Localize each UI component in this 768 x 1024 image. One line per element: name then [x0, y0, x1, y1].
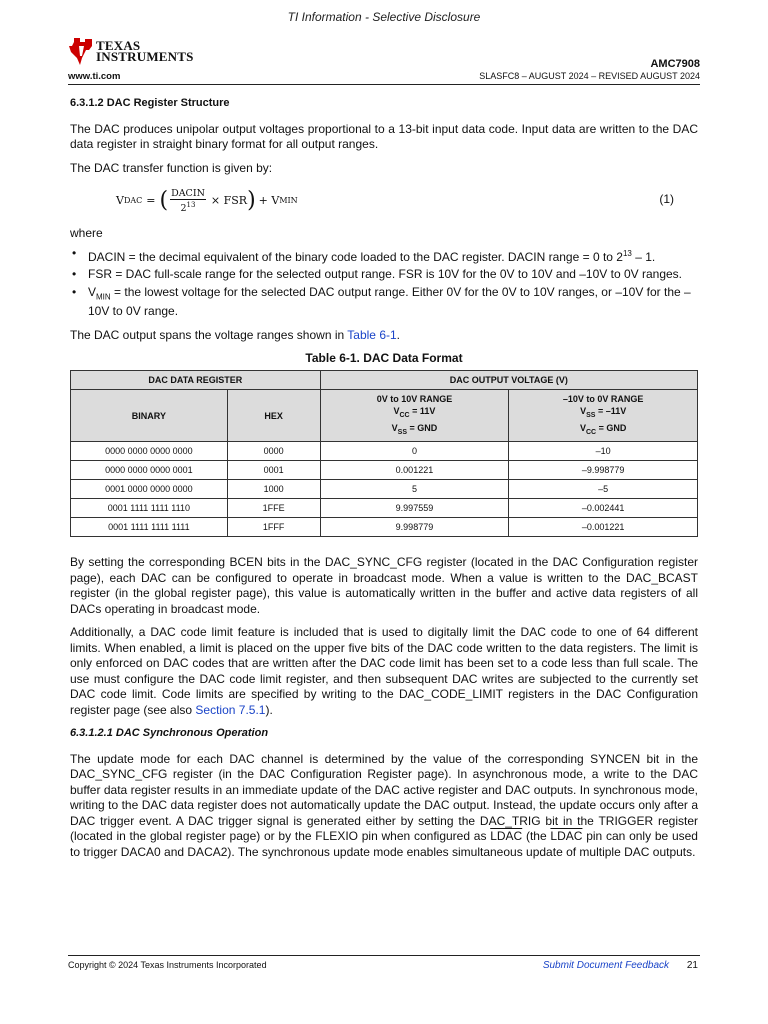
eq-denominator-base: 2 — [180, 203, 187, 215]
ldac-signal-1: LDAC — [490, 829, 523, 844]
group-header-register: DAC DATA REGISTER — [71, 370, 321, 389]
list-item — [88, 246, 698, 266]
eq-numerator: DACIN — [171, 188, 205, 199]
sync-tail: pin can only be used to trigger DACA0 and DACA2). The synchronous update mode enables simultaneous update of multiple DAC outputs. — [70, 829, 698, 859]
list-item — [88, 267, 698, 283]
sync-text: The update mode for each DAC channel is determined by the value of the corresponding SYNCEN bit in the DAC_SYNC_CFG register (in the DAC Configuration Register page). In asynchronous mode, a write to the DAC buffer data register results in an immediate update of the DAC active register and DAC outputs. In synchronous mode, writing to the DAC data register does not automatically update the DAC output. Instead, the update occurs only after a DAC trigger event. A DAC trigger signal is generated either by setting the DAC_TRIG bit in the TRIGGER register (located in the global register page) or by the FLEXIO pin when configured as — [70, 751, 698, 844]
cell-hex: 0001 — [227, 461, 320, 480]
pos-vss-sub: SS — [397, 428, 407, 436]
eq-denominator-exp: 13 — [186, 201, 196, 209]
cell-neg: –9.998779 — [509, 461, 698, 480]
cell-pos: 9.997559 — [320, 499, 509, 518]
pos-vcc-val: = 11V — [409, 405, 436, 416]
spans-text: The DAC output spans the voltage ranges shown in — [70, 327, 348, 342]
cell-neg: –5 — [509, 480, 698, 499]
group-header-voltage: DAC OUTPUT VOLTAGE (V) — [320, 370, 697, 389]
paragraph-sync — [70, 752, 698, 861]
sync-mid: (the — [522, 829, 551, 844]
list-item — [88, 285, 698, 320]
table-row — [71, 461, 698, 480]
eq-plus: + V — [258, 194, 280, 208]
pos-range-title: 0V to 10V RANGE — [376, 393, 453, 404]
logo-line-2: INSTRUMENTS — [96, 49, 194, 64]
cell-binary: 0001 1111 1111 1111 — [71, 518, 228, 537]
equation-1 — [70, 184, 698, 220]
code-limit-text: Additionally, a DAC code limit feature is included that is used to digitally limit the DAC code to one of 64 different limits. When enabled, a limit is placed on the upper five bits of the DAC code written to the data registers. The limit is only enforced on DAC codes that are written after the DAC code limit has been set to a code less than full scale. The use must configure the DAC code limit register, and then subsequent DAC writes are subjected to the currently set DAC code limit. Code limits are specified by writing to the DAC_CODE_LIMIT registers in the DAC Configuration register page (see also — [70, 625, 698, 717]
paragraph-transfer: The DAC transfer function is given by: — [70, 160, 273, 175]
copyright-notice: Copyright © 2024 Texas Instruments Incorporated — [68, 960, 267, 970]
neg-range-vss — [511, 405, 695, 422]
table-caption: Table 6-1. DAC Data Format — [305, 351, 463, 366]
paragraph-intro: The DAC produces unipolar output voltages proportional to a 13-bit input data code. Input data are written to the DAC data register in straight binary format for all output ranges. — [70, 121, 698, 151]
where-label: where — [70, 226, 103, 240]
spans-tail: . — [396, 327, 401, 342]
bullet-vmin-text: = the lowest voltage for the selected DAC output range. Either 0V for the 0V to 10V ranges, or –10V for the –10V to 0V range. — [88, 284, 691, 319]
cell-binary: 0000 0000 0000 0000 — [71, 442, 228, 461]
cell-binary: 0001 0000 0000 0000 — [71, 480, 228, 499]
pos-vcc-v: V — [393, 405, 400, 416]
eq-paren-open: ( — [159, 188, 169, 214]
eq-lhs: V — [116, 194, 124, 208]
footer-divider — [68, 955, 700, 956]
table-row — [71, 499, 698, 518]
pos-range-vcc — [323, 405, 507, 422]
eq-denominator — [181, 200, 196, 214]
section-heading: 6.3.1.2 DAC Register Structure — [70, 97, 230, 109]
bullet-dacin-tail: – 1. — [631, 249, 656, 264]
page-content — [70, 96, 698, 868]
pos-vss-v: V — [391, 422, 398, 433]
eq-times-fsr: × FSR — [210, 194, 248, 208]
neg-vss-sub: SS — [586, 411, 596, 419]
cell-neg: –0.001221 — [509, 518, 698, 537]
neg-range-vcc — [511, 422, 695, 439]
neg-vcc-sub: CC — [585, 428, 597, 436]
code-limit-tail: ). — [265, 702, 273, 717]
bullet-dacin-text: DACIN = the decimal equivalent of the binary code loaded to the DAC register. DACIN range = 0 to 2 — [88, 249, 623, 264]
eq-lhs-sub: DAC — [123, 196, 143, 206]
cell-neg: –10 — [509, 442, 698, 461]
equation-number: (1) — [659, 192, 674, 206]
neg-vcc-val: = GND — [596, 422, 627, 433]
pos-range-vss — [323, 422, 507, 439]
revision-line: SLASFC8 – AUGUST 2024 – REVISED AUGUST 2024 — [479, 71, 700, 81]
cell-hex: 1FFF — [227, 518, 320, 537]
cell-binary: 0001 1111 1111 1110 — [71, 499, 228, 518]
ti-logo-icon — [68, 36, 94, 66]
website-link[interactable]: www.ti.com — [68, 71, 121, 82]
cell-pos: 0 — [320, 442, 509, 461]
cell-neg: –0.002441 — [509, 499, 698, 518]
eq-paren-close: ) — [247, 188, 256, 214]
cell-hex: 1FFE — [227, 499, 320, 518]
cell-hex: 0000 — [227, 442, 320, 461]
cell-hex: 1000 — [227, 480, 320, 499]
paragraph-code-limit — [70, 625, 698, 718]
pos-vcc-sub: CC — [399, 411, 410, 419]
bullet-fsr-text: FSR = DAC full-scale range for the selected output range. FSR is 10V for the 0V to 10V and –10V to 0V ranges. — [88, 267, 682, 281]
logo-line-1: TEXAS — [96, 38, 141, 53]
page-number: 21 — [686, 960, 698, 971]
bullet-vmin-v: V — [88, 284, 97, 299]
disclosure-banner: TI Information - Selective Disclosure — [287, 10, 481, 24]
col-header-pos-range — [320, 389, 509, 442]
table-row — [71, 480, 698, 499]
paragraph-broadcast: By setting the corresponding BCEN bits in the DAC_SYNC_CFG register (located in the DAC Configuration register page), each DAC can be configured to operate in broadcast mode. When a value is written to the DAC_BCAST register (in the global register page), this value is automatically written in the buffer and active data registers of all DACs operating in broadcast mode. — [70, 555, 698, 616]
cell-pos: 5 — [320, 480, 509, 499]
ti-logo-wordmark — [96, 40, 194, 62]
bullet-dacin-exp: 13 — [622, 248, 632, 258]
doc-id: AMC7908 — [650, 58, 700, 70]
section-7-5-1-link[interactable]: Section 7.5.1 — [195, 702, 266, 717]
ti-logo[interactable] — [68, 36, 198, 70]
col-header-binary: BINARY — [71, 389, 228, 442]
cell-binary: 0000 0000 0000 0001 — [71, 461, 228, 480]
table-row — [71, 518, 698, 537]
table-row — [71, 442, 698, 461]
neg-range-title: –10V to 0V RANGE — [562, 393, 644, 404]
col-header-hex: HEX — [227, 389, 320, 442]
eq-fraction — [170, 188, 206, 214]
neg-vcc-v: V — [579, 422, 586, 433]
submit-feedback-link[interactable]: Submit Document Feedback — [542, 960, 669, 971]
eq-plus-sub: MIN — [279, 196, 298, 206]
subsection-heading: 6.3.1.2.1 DAC Synchronous Operation — [70, 727, 269, 740]
eq-equals: = — [146, 194, 156, 208]
ldac-signal-2: LDAC — [550, 829, 583, 844]
header-divider — [68, 84, 700, 85]
dac-data-format-table — [70, 370, 698, 538]
neg-vss-v: V — [580, 405, 587, 416]
neg-vss-val: = –11V — [595, 405, 627, 416]
cell-pos: 0.001221 — [320, 461, 509, 480]
paragraph-spans — [70, 328, 698, 344]
cell-pos: 9.998779 — [320, 518, 509, 537]
table-6-1-link[interactable]: Table 6-1 — [347, 327, 397, 342]
pos-vss-val: = GND — [407, 422, 438, 433]
col-header-neg-range — [509, 389, 698, 442]
definition-list — [70, 246, 698, 320]
bullet-vmin-sub: MIN — [96, 291, 111, 301]
